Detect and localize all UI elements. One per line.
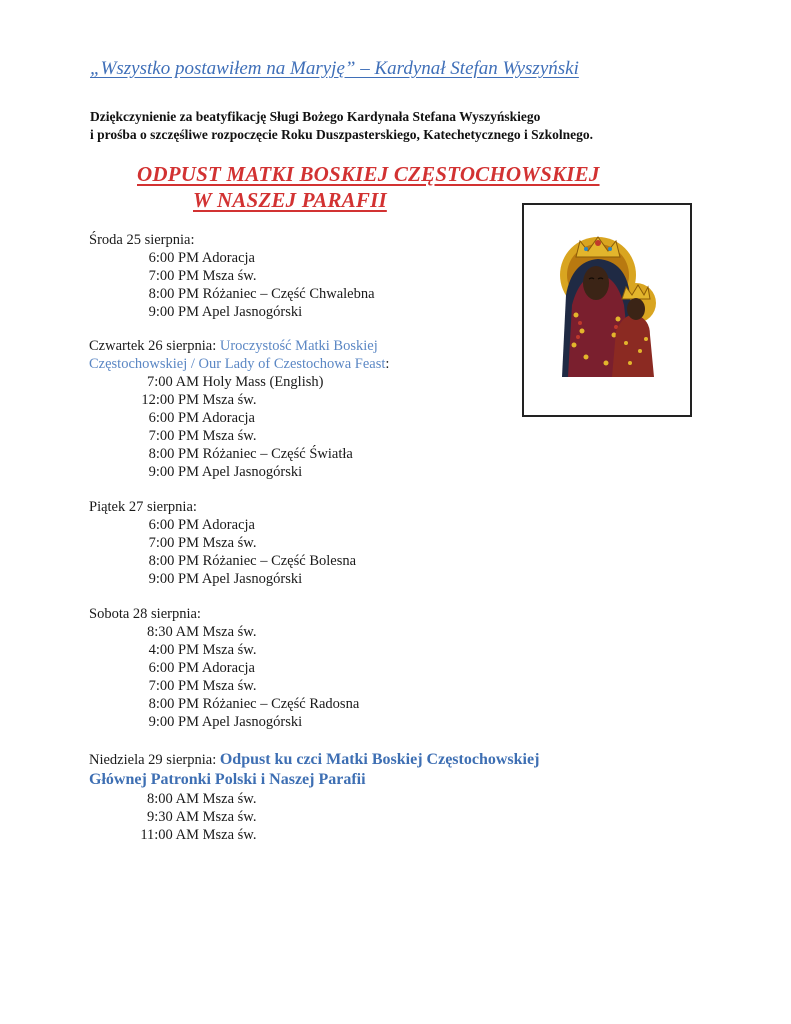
entry-event: Msza św.	[202, 624, 257, 640]
list-item	[127, 790, 539, 808]
entry-event: Msza św.	[202, 827, 257, 843]
schedule-list	[127, 623, 359, 731]
day-label: Czwartek 26 sierpnia:	[89, 338, 217, 354]
schedule-list	[127, 373, 389, 481]
day-label: Niedziela 29 sierpnia:	[89, 752, 217, 768]
entry-time: 8:00 PM	[148, 696, 199, 712]
list-item	[127, 409, 389, 427]
list-item	[127, 249, 375, 267]
schedule-list	[127, 516, 356, 588]
entry-time: 8:00 PM	[148, 446, 199, 462]
day-block-wednesday	[89, 231, 375, 321]
entry-event: Msza św.	[202, 268, 257, 284]
day-label: Piątek 27 sierpnia:	[89, 499, 197, 515]
page-title-line-1: ODPUST MATKI BOSKIEJ CZĘSTOCHOWSKIEJ	[137, 162, 600, 186]
list-item	[127, 659, 359, 677]
feast-name-line-1: Odpust ku czci Matki Boskiej Częstochowskiej	[219, 751, 540, 768]
entry-event: Msza św.	[202, 642, 257, 658]
list-item	[127, 534, 356, 552]
entry-time: 11:00 AM	[140, 827, 199, 843]
entry-event: Msza św.	[202, 428, 257, 444]
list-item	[127, 445, 389, 463]
entry-event: Różaniec – Część Chwalebna	[202, 286, 375, 302]
intro-line-2: i prośba o szczęśliwe rozpoczęcie Roku Duszpasterskiego, Katechetycznego i Szkolnego.	[90, 127, 594, 142]
entry-event: Msza św.	[202, 809, 257, 825]
day-label-line	[89, 337, 389, 355]
intro-line-1: Dziękczynienie za beatyfikację Sługi Bożego Kardynała Stefana Wyszyńskiego	[90, 109, 541, 124]
day-block-sunday	[89, 750, 539, 844]
list-item	[127, 623, 359, 641]
list-item	[127, 373, 389, 391]
entry-time: 7:00 AM	[147, 374, 199, 390]
list-item	[127, 391, 389, 409]
day-label: Sobota 28 sierpnia:	[89, 606, 201, 622]
schedule-list	[127, 790, 539, 844]
entry-time: 12:00 PM	[141, 392, 199, 408]
entry-event: Msza św.	[202, 392, 257, 408]
entry-event: Apel Jasnogórski	[201, 304, 303, 320]
entry-event: Różaniec – Część Bolesna	[202, 553, 357, 569]
entry-event: Różaniec – Część Światła	[202, 446, 353, 462]
list-item	[127, 808, 539, 826]
entry-time: 8:00 PM	[148, 286, 199, 302]
list-item	[127, 516, 356, 534]
page-title-line-2: W NASZEJ PARAFII	[193, 188, 387, 212]
list-item	[127, 267, 375, 285]
feast-colon: :	[385, 356, 390, 372]
day-label: Środa 25 sierpnia:	[89, 232, 195, 248]
feast-name-line-1: Uroczystość Matki Boskiej	[219, 338, 378, 354]
entry-event: Adoracja	[201, 410, 255, 426]
list-item	[127, 570, 356, 588]
entry-event: Msza św.	[202, 791, 257, 807]
schedule-list	[127, 249, 375, 321]
entry-time: 6:00 PM	[148, 517, 199, 533]
list-item	[127, 677, 359, 695]
entry-event: Apel Jasnogórski	[201, 464, 303, 480]
list-item	[127, 463, 389, 481]
entry-event: Różaniec – Część Radosna	[202, 696, 360, 712]
entry-time: 9:00 PM	[148, 464, 199, 480]
page-quote: „Wszystko postawiłem na Maryję” – Kardynał Stefan Wyszyński	[90, 58, 579, 79]
intro-text	[90, 108, 593, 144]
entry-time: 9:00 PM	[148, 304, 199, 320]
day-block-friday	[89, 498, 356, 588]
day-block-thursday	[89, 337, 389, 481]
feast-name-line-2: Głównej Patronki Polski i Naszej Parafii	[89, 771, 366, 788]
feast-name-line-2: Częstochowskiej / Our Lady of Czestochowa Feast	[89, 356, 386, 372]
entry-time: 8:00 AM	[147, 791, 199, 807]
list-item	[127, 427, 389, 445]
entry-time: 4:00 PM	[148, 642, 199, 658]
entry-event: Apel Jasnogórski	[201, 714, 303, 730]
entry-time: 8:00 PM	[148, 553, 199, 569]
entry-time: 9:00 PM	[148, 714, 199, 730]
entry-time: 9:30 AM	[147, 809, 199, 825]
list-item	[127, 285, 375, 303]
entry-time: 6:00 PM	[148, 660, 199, 676]
entry-event: Apel Jasnogórski	[201, 571, 303, 587]
entry-time: 6:00 PM	[148, 250, 199, 266]
entry-event: Msza św.	[202, 535, 257, 551]
entry-time: 7:00 PM	[148, 678, 199, 694]
entry-time: 7:00 PM	[148, 268, 199, 284]
day-block-saturday	[89, 605, 359, 731]
list-item	[127, 695, 359, 713]
list-item	[127, 303, 375, 321]
entry-time: 6:00 PM	[148, 410, 199, 426]
black-madonna-icon	[556, 235, 660, 377]
entry-event: Holy Mass (English)	[202, 374, 324, 390]
entry-time: 9:00 PM	[148, 571, 199, 587]
entry-event: Adoracja	[201, 660, 255, 676]
entry-event: Msza św.	[202, 678, 257, 694]
day-label-line	[89, 750, 539, 770]
entry-event: Adoracja	[201, 517, 255, 533]
entry-time: 7:00 PM	[148, 428, 199, 444]
list-item	[127, 826, 539, 844]
entry-time: 7:00 PM	[148, 535, 199, 551]
icon-picture-frame	[522, 203, 692, 417]
feast-line	[89, 355, 389, 373]
entry-time: 8:30 AM	[147, 624, 199, 640]
list-item	[127, 713, 359, 731]
entry-event: Adoracja	[201, 250, 255, 266]
list-item	[127, 641, 359, 659]
list-item	[127, 552, 356, 570]
